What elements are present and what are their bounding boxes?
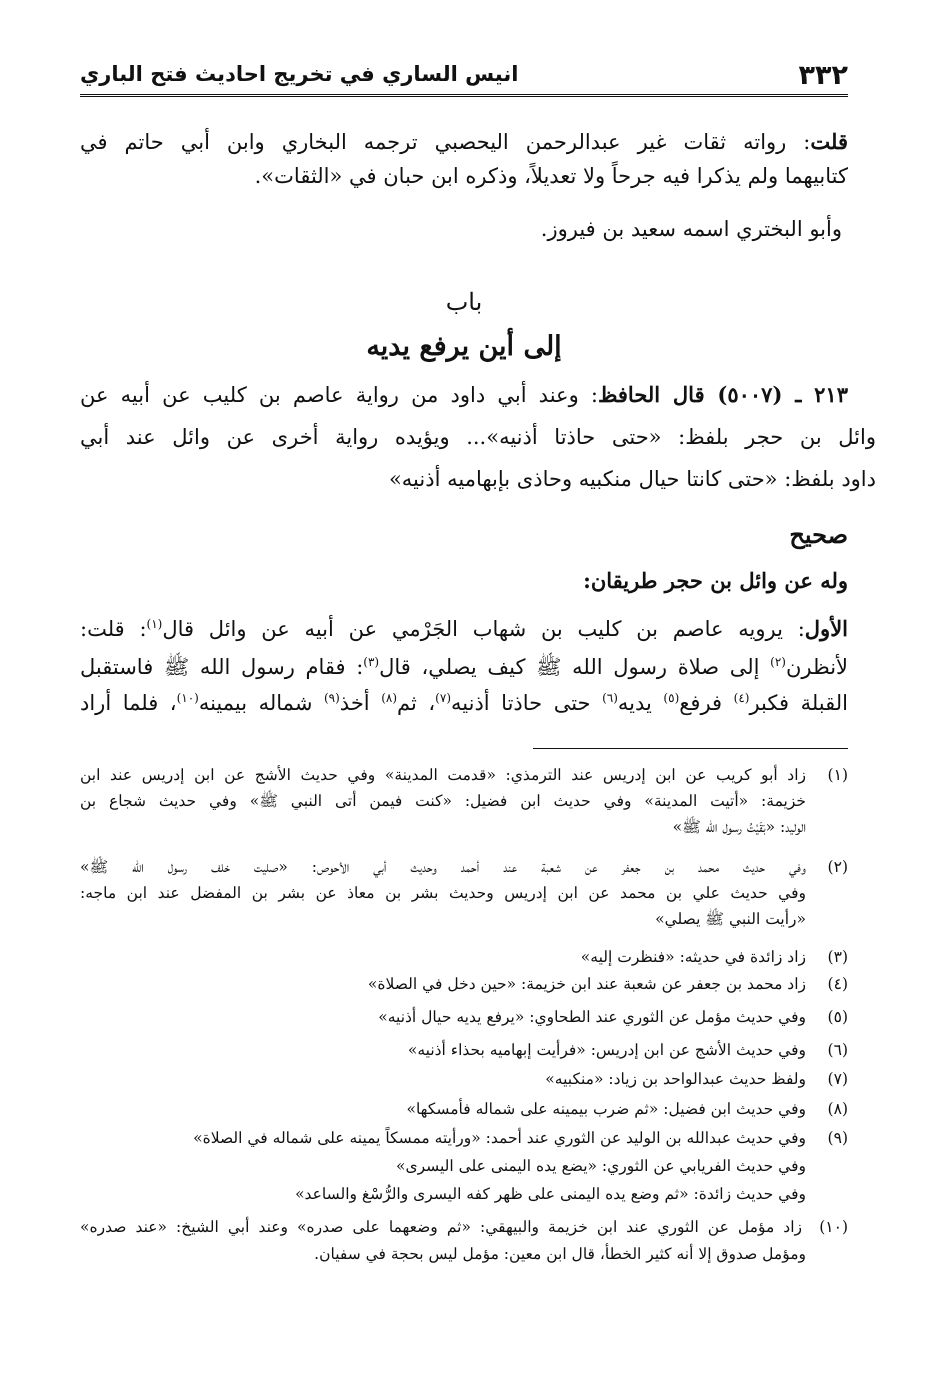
footnote-2-line-3: «رأيت النبي ﷺ يصلي» [655, 910, 806, 928]
footnote-number: (٣) [827, 948, 848, 966]
footnote-ref: (٥) [663, 691, 680, 705]
footnote-divider [533, 748, 848, 749]
first-way-text: فرفع [679, 691, 734, 715]
footnote-ref: (٨) [381, 691, 398, 705]
first-way-line-3 [80, 686, 848, 720]
hadith-line-3: داود بلفظ: «حتى كانتا حيال منكبيه وحاذى بإبهاميه أذنيه» [388, 467, 876, 491]
footnote-number: (٦) [827, 1041, 848, 1059]
footnote-number: (٩) [827, 1129, 848, 1147]
first-way-text: القبلة فكبر [749, 691, 848, 715]
footnote-ref: (٣) [363, 655, 380, 669]
footnote-9-line-3: وفي حديث زائدة: «ثم وضع يده اليمنى على ظهر كفه اليسرى والرُّسْغ والساعد» [295, 1185, 806, 1203]
footnote-ref: (٦) [602, 691, 618, 705]
footnote-number: (١) [827, 766, 848, 784]
intro-line-2: كتابيهما ولم يذكرا فيه جرحاً ولا تعديلاً، وذكره ابن حبان في «الثقات». [254, 164, 848, 188]
first-way-line-1 [80, 612, 848, 646]
intro-line-3: وأبو البختري اسمه سعيد بن فيروز. [540, 217, 842, 241]
first-way-text: : يرويه عاصم بن كليب بن شهاب الجَرْمي عن أبيه عن وائل قال [162, 617, 805, 641]
page-number: ٣٣٢ [798, 60, 848, 91]
first-way-text: حتى حاذتا أذنيه [451, 691, 603, 715]
footnote-text: وفي حديث عبدالله بن الوليد عن الثوري عند أحمد: «ورأيته ممسكاً يمينه على شماله في الصلاة» [193, 1129, 806, 1147]
intro-bold-label: قلت [810, 129, 848, 154]
first-way-text: أخذ [339, 691, 382, 715]
first-way-text: : قلت: [80, 617, 147, 641]
footnote-number: (٢) [827, 858, 848, 876]
running-header [80, 58, 848, 97]
footnote-1-line-2: خزيمة: «أتيت المدينة» وفي حديث ابن فضيل: «كنت فيمن أتى النبي ﷺ» وفي حديث شجاع بن [80, 792, 806, 810]
footnote-number: (١٠) [819, 1218, 848, 1236]
footnote-text: وفي حديث مؤمل عن الثوري عند الطحاوي: «يرفع يديه حيال أذنيه» [378, 1008, 806, 1026]
footnote-number: (٤) [827, 975, 848, 993]
intro-text-1: : رواته ثقات غير عبدالرحمن اليحصبي ترجمه البخاري وابن أبي حاتم في [80, 130, 811, 154]
hadith-number: ٢١٣ ـ (٥٠٠٧) قال الحافظ [597, 382, 848, 407]
footnote-ref: (٩) [323, 691, 340, 705]
footnote-ref: (١) [146, 617, 163, 631]
footnote-text: ولفظ حديث عبدالواحد بن زياد: «منكبيه» [545, 1070, 806, 1088]
first-way-text: يديه [617, 691, 664, 715]
hadith-line-2: وائل بن حجر بلفظ: «حتى حاذتا أذنيه»... ويؤيده رواية أخرى عن وائل عند أبي [80, 425, 876, 449]
first-way-text: ، ثم [397, 691, 436, 715]
footnote-text: وفي حديث محمد بن جعفر عن شعبة عند أحمد وحديث أبي الأحوص: «صليت خلف رسول الله ﷺ» [80, 858, 806, 876]
footnote-text: زاد مؤمل عن الثوري عند ابن خزيمة والبيهقي: «ثم وضعهما على صدره» وعند أبي الشيخ: «عند صدره» [80, 1218, 802, 1236]
footnote-number: (٥) [827, 1008, 848, 1026]
footnote-10-line-2: ومؤمل صدوق إلا أنه كثير الخطأ، قال ابن معين: مؤمل ليس بحجة في سفيان. [314, 1245, 806, 1263]
first-way-line-2 [80, 650, 848, 684]
hadith-text-1: : وعند أبي داود من رواية عاصم بن كليب عن أبيه عن [80, 383, 598, 407]
chapter-label: باب [445, 288, 483, 316]
running-title: انيس الساري في تخريج احاديث فتح الباري [80, 62, 519, 86]
first-way-text: شماله بيمينه [198, 691, 324, 715]
footnote-number: (٨) [827, 1100, 848, 1118]
footnote-text: زاد أبو كريب عن ابن إدريس عند الترمذي: «قدمت المدينة» وفي حديث الأشج عن ابن إدريس عند ابن [80, 766, 806, 784]
chapter-title: إلى أين يرفع يديه [366, 331, 562, 362]
subheading: وله عن وائل بن حجر طريقان: [583, 568, 848, 593]
footnote-text: زاد زائدة في حديثه: «فنظرت إليه» [580, 948, 806, 966]
footnote-text: وفي حديث ابن فضيل: «ثم ضرب بيمينه على شماله فأمسكها» [406, 1100, 806, 1118]
footnote-number: (٧) [827, 1070, 848, 1088]
hadith-line-1 [80, 378, 848, 412]
footnote-ref: (٤) [733, 691, 750, 705]
grade-label: صحيح [789, 520, 848, 549]
footnote-2-line-2: وفي حديث علي بن محمد عن ابن إدريس وحديث بشر بن معاذ عن بشر بن المفضل عند ابن ماجه: [80, 884, 806, 902]
intro-line-1 [80, 125, 848, 159]
footnote-ref: (٧) [435, 691, 451, 705]
first-way-text: ، فلما أراد [80, 691, 177, 715]
footnote-text: وفي حديث الأشج عن ابن إدريس: «فرأيت إبهاميه بحذاء أذنيه» [407, 1041, 806, 1059]
first-way-text: لأنظرن [785, 655, 849, 679]
footnote-ref: (٢) [770, 655, 786, 669]
first-way-text: إلى صلاة رسول الله ﷺ كيف يصلي، قال [379, 655, 771, 679]
footnote-text: زاد محمد بن جعفر عن شعبة عند ابن خزيمة: «حين دخل في الصلاة» [367, 975, 806, 993]
footnote-1-line-3: الوليد: «بَقَيْتُ رسول الله ﷺ» [672, 818, 806, 836]
first-way-text: : فقام رسول الله ﷺ فاستقبل [80, 655, 364, 679]
footnote-ref: (١٠) [176, 691, 199, 705]
first-way-label: الأول [804, 616, 849, 641]
footnote-9-line-2: وفي حديث الفريابي عن الثوري: «يضع يده اليمنى على اليسرى» [395, 1157, 806, 1175]
